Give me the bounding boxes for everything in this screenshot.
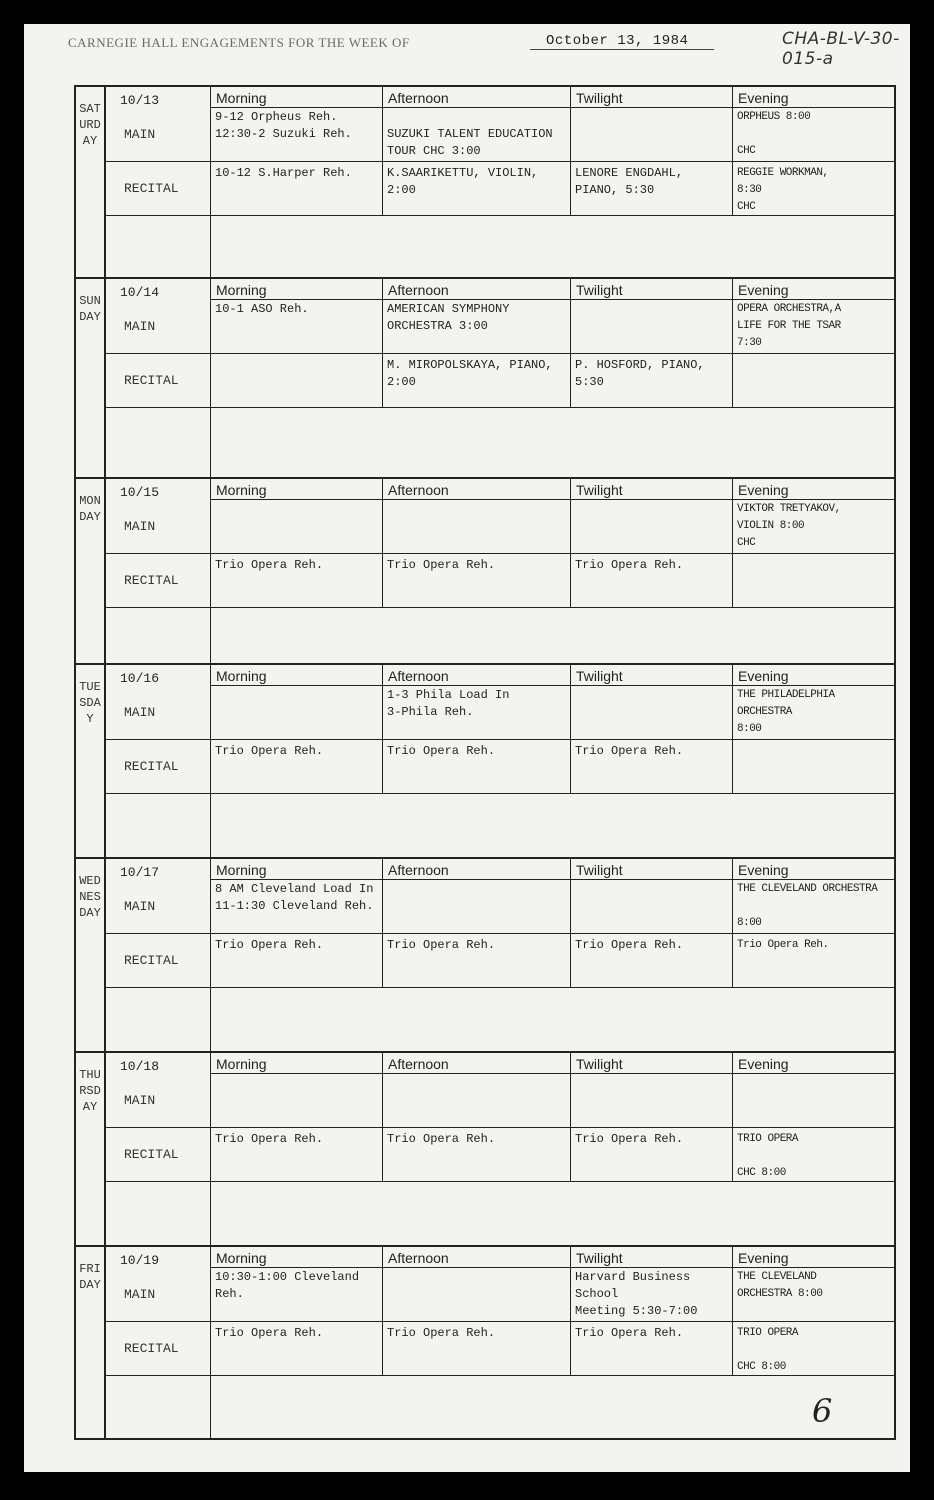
recital-twilight-cell: P. HOSFORD, PIANO, 5:30 [575, 358, 705, 389]
column-header-evening: Evening [738, 862, 789, 878]
row-divider [210, 879, 894, 880]
column-divider [570, 665, 571, 793]
column-divider [210, 279, 211, 479]
column-header-morning: Morning [216, 862, 267, 878]
day-date: 10/18 [120, 1059, 160, 1074]
recital-twilight-cell: Trio Opera Reh. [575, 1132, 684, 1146]
row-label: RECITAL [124, 573, 179, 588]
column-header-afternoon: Afternoon [388, 482, 449, 498]
recital-twilight-cell: Trio Opera Reh. [575, 938, 684, 952]
recital-morning-cell: Trio Opera Reh. [215, 938, 324, 952]
recital-twilight-cell: Trio Opera Reh. [575, 558, 684, 572]
row-label: MAIN [124, 1287, 156, 1302]
column-header-twilight: Twilight [576, 90, 623, 106]
recital-twilight-cell: LENORE ENGDAHL, PIANO, 5:30 [575, 166, 684, 197]
day-date: 10/16 [120, 671, 160, 686]
column-header-twilight: Twilight [576, 482, 623, 498]
column-divider [570, 1247, 571, 1375]
main-twilight-cell: Harvard Business School Meeting 5:30-7:00 [575, 1270, 698, 1318]
engagement-grid [74, 85, 896, 1440]
main-evening-cell: THE CLEVELAND ORCHESTRA 8:00 [737, 883, 878, 929]
header-label: CARNEGIE HALL ENGAGEMENTS FOR THE WEEK OF [68, 35, 410, 50]
day-block-thursday [76, 1053, 894, 1247]
day-name: FRIDAY [76, 1247, 106, 1438]
column-header-morning: Morning [216, 90, 267, 106]
main-afternoon-cell: SUZUKI TALENT EDUCATION TOUR CHC 3:00 [387, 127, 553, 158]
row-divider [106, 161, 894, 162]
column-header-twilight: Twilight [576, 1056, 623, 1072]
row-divider [106, 793, 894, 794]
row-divider [210, 299, 894, 300]
recital-afternoon-cell: Trio Opera Reh. [387, 938, 496, 952]
day-block-saturday [76, 87, 894, 279]
column-divider [210, 859, 211, 1053]
day-name: MONDAY [76, 479, 106, 663]
row-divider [106, 1127, 894, 1128]
main-afternoon-cell: 1-3 Phila Load In 3-Phila Reh. [387, 688, 510, 719]
column-divider [732, 859, 733, 987]
column-header-afternoon: Afternoon [388, 90, 449, 106]
day-date: 10/15 [120, 485, 160, 500]
column-divider [210, 1053, 211, 1247]
column-divider [732, 1247, 733, 1375]
column-divider [210, 665, 211, 859]
row-label: RECITAL [124, 1341, 179, 1356]
row-divider [106, 353, 894, 354]
day-name: SUNDAY [76, 279, 106, 477]
row-label: MAIN [124, 899, 156, 914]
main-evening-cell: VIKTOR TRETYAKOV, VIOLIN 8:00 CHC [737, 503, 841, 549]
column-divider [570, 479, 571, 607]
row-divider [210, 1073, 894, 1074]
main-morning-cell: 10-1 ASO Reh. [215, 302, 309, 316]
day-block-sunday [76, 279, 894, 479]
main-morning-cell: 8 AM Cleveland Load In 11-1:30 Cleveland Reh. [215, 882, 374, 913]
column-header-morning: Morning [216, 1056, 267, 1072]
column-header-evening: Evening [738, 90, 789, 106]
column-divider [382, 859, 383, 987]
row-divider [106, 739, 894, 740]
recital-evening-cell: REGGIE WORKMAN, 8:30 CHC [737, 167, 829, 213]
recital-afternoon-cell: K.SAARIKETTU, VIOLIN, 2:00 [387, 166, 539, 197]
recital-morning-cell: Trio Opera Reh. [215, 1326, 324, 1340]
row-label: MAIN [124, 519, 156, 534]
row-divider [106, 987, 894, 988]
day-block-friday [76, 1247, 894, 1438]
column-divider [382, 279, 383, 407]
day-block-monday [76, 479, 894, 665]
row-divider [210, 685, 894, 686]
week-of-date: October 13, 1984 [530, 33, 714, 50]
row-label: MAIN [124, 127, 156, 142]
column-divider [570, 87, 571, 215]
main-evening-cell: ORPHEUS 8:00 CHC [737, 111, 811, 157]
row-label: MAIN [124, 1093, 156, 1108]
column-divider [570, 279, 571, 407]
column-divider [382, 479, 383, 607]
recital-evening-cell: TRIO OPERA CHC 8:00 [737, 1327, 799, 1373]
row-label: MAIN [124, 705, 156, 720]
recital-morning-cell: 10-12 S.Harper Reh. [215, 166, 352, 180]
column-divider [382, 665, 383, 793]
recital-morning-cell: Trio Opera Reh. [215, 744, 324, 758]
recital-twilight-cell: Trio Opera Reh. [575, 744, 684, 758]
row-divider [106, 407, 894, 408]
recital-afternoon-cell: Trio Opera Reh. [387, 558, 496, 572]
column-header-afternoon: Afternoon [388, 668, 449, 684]
main-evening-cell: THE PHILADELPHIA ORCHESTRA 8:00 [737, 689, 835, 735]
column-divider [382, 1053, 383, 1181]
column-divider [382, 1247, 383, 1375]
main-afternoon-cell: AMERICAN SYMPHONY ORCHESTRA 3:00 [387, 302, 510, 333]
day-date: 10/17 [120, 865, 160, 880]
day-date: 10/13 [120, 93, 160, 108]
day-block-tuesday [76, 665, 894, 859]
column-header-evening: Evening [738, 1056, 789, 1072]
column-divider [570, 859, 571, 987]
main-evening-cell: OPERA ORCHESTRA,A LIFE FOR THE TSAR 7:30 [737, 303, 841, 349]
column-divider [732, 665, 733, 793]
column-header-afternoon: Afternoon [388, 282, 449, 298]
recital-evening-cell: TRIO OPERA CHC 8:00 [737, 1133, 799, 1179]
row-divider [210, 499, 894, 500]
column-divider [210, 1247, 211, 1438]
row-label: RECITAL [124, 953, 179, 968]
column-header-twilight: Twilight [576, 1250, 623, 1266]
column-header-twilight: Twilight [576, 668, 623, 684]
column-header-twilight: Twilight [576, 282, 623, 298]
column-header-morning: Morning [216, 668, 267, 684]
day-name: SATURDAY [76, 87, 106, 277]
column-header-evening: Evening [738, 668, 789, 684]
recital-afternoon-cell: M. MIROPOLSKAYA, PIANO, 2:00 [387, 358, 553, 389]
recital-morning-cell: Trio Opera Reh. [215, 1132, 324, 1146]
column-header-evening: Evening [738, 282, 789, 298]
day-name: TUESDAY [76, 665, 106, 857]
day-date: 10/14 [120, 285, 160, 300]
row-divider [106, 933, 894, 934]
archive-code: CHA-BL-V-30-015-a [782, 29, 900, 69]
column-divider [732, 1053, 733, 1181]
row-divider [210, 1267, 894, 1268]
recital-afternoon-cell: Trio Opera Reh. [387, 1326, 496, 1340]
row-label: MAIN [124, 319, 156, 334]
main-evening-cell: THE CLEVELAND ORCHESTRA 8:00 [737, 1271, 823, 1300]
column-divider [570, 1053, 571, 1181]
column-header-afternoon: Afternoon [388, 862, 449, 878]
row-divider [106, 553, 894, 554]
column-header-afternoon: Afternoon [388, 1250, 449, 1266]
row-divider [106, 607, 894, 608]
day-name: WEDNESDAY [76, 859, 106, 1051]
column-header-morning: Morning [216, 1250, 267, 1266]
column-header-morning: Morning [216, 282, 267, 298]
page-number: 6 [812, 1392, 833, 1430]
column-divider [732, 87, 733, 215]
column-header-twilight: Twilight [576, 862, 623, 878]
column-header-evening: Evening [738, 482, 789, 498]
row-divider [106, 1321, 894, 1322]
recital-morning-cell: Trio Opera Reh. [215, 558, 324, 572]
row-label: RECITAL [124, 1147, 179, 1162]
column-header-afternoon: Afternoon [388, 1056, 449, 1072]
recital-evening-cell: Trio Opera Reh. [737, 939, 829, 951]
main-morning-cell: 9-12 Orpheus Reh. 12:30-2 Suzuki Reh. [215, 110, 352, 141]
recital-afternoon-cell: Trio Opera Reh. [387, 1132, 496, 1146]
row-label: RECITAL [124, 759, 179, 774]
main-morning-cell: 10:30-1:00 Cleveland Reh. [215, 1270, 360, 1301]
day-name: THURSDAY [76, 1053, 106, 1245]
day-block-wednesday [76, 859, 894, 1053]
column-divider [732, 479, 733, 607]
column-divider [732, 279, 733, 407]
column-header-morning: Morning [216, 482, 267, 498]
column-divider [210, 479, 211, 665]
column-divider [210, 87, 211, 279]
day-date: 10/19 [120, 1253, 160, 1268]
row-label: RECITAL [124, 373, 179, 388]
recital-twilight-cell: Trio Opera Reh. [575, 1326, 684, 1340]
column-divider [382, 87, 383, 215]
recital-afternoon-cell: Trio Opera Reh. [387, 744, 496, 758]
page-header [68, 29, 908, 69]
column-header-evening: Evening [738, 1250, 789, 1266]
row-label: RECITAL [124, 181, 179, 196]
row-divider [210, 107, 894, 108]
